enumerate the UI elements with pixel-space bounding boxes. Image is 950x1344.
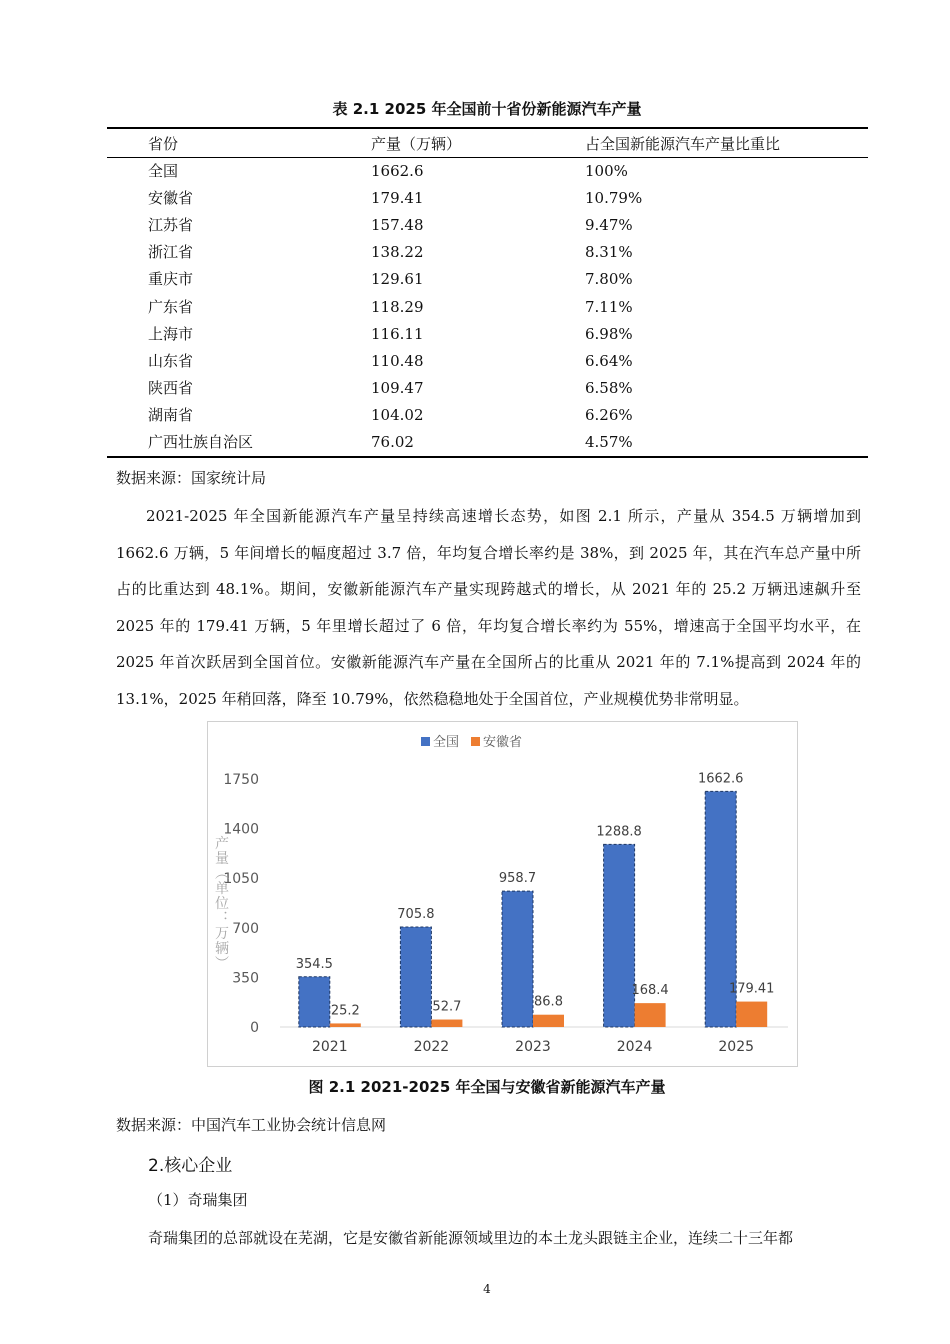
x-tick-label: 2024 (616, 1039, 653, 1055)
legend-swatch-0 (421, 737, 430, 746)
data-label: 86.8 (534, 994, 563, 1010)
legend-label-1: 安徽省 (483, 735, 523, 750)
bar-anhui (736, 1002, 767, 1027)
y-tick-label: 350 (232, 970, 259, 987)
y-tick-label: 0 (250, 1020, 259, 1036)
body-paragraph-2: 奇瑞集团的总部就设在芜湖，它是安徽省新能源领域里边的本土龙头跟链主企业，连续二十三年都 (148, 1229, 794, 1247)
y-tick-label: 1750 (223, 772, 259, 788)
bar-national (400, 927, 431, 1027)
data-label: 179.41 (728, 981, 775, 997)
table-cell-province: 湖南省 (148, 405, 194, 424)
bar-anhui (330, 1023, 361, 1027)
table-cell-output: 129.61 (371, 270, 424, 289)
header-share: 占全国新能源汽车产量比重比 (585, 135, 781, 153)
table-cell-province: 广西壮族自治区 (148, 433, 254, 451)
table-row (0, 429, 950, 456)
section-heading: 2.核心企业 (148, 1156, 233, 1176)
table-cell-output: 179.41 (371, 189, 424, 208)
table-row (0, 185, 950, 212)
table-cell-output: 109.47 (371, 378, 424, 397)
table-cell-province: 浙江省 (148, 243, 194, 262)
x-tick-label: 2023 (515, 1039, 551, 1055)
table-cell-share: 6.26% (585, 405, 633, 424)
data-label: 1288.8 (596, 824, 642, 840)
table-cell-share: 6.58% (585, 378, 633, 397)
table-cell-province: 安徽省 (148, 189, 194, 208)
table-cell-output: 118.29 (371, 297, 424, 316)
y-tick-label: 700 (232, 920, 259, 937)
data-label: 705.8 (397, 906, 435, 922)
data-label: 958.7 (498, 871, 537, 887)
page-number: 4 (483, 1282, 491, 1296)
table-cell-share: 7.80% (585, 270, 633, 289)
table-cell-share: 10.79% (585, 189, 643, 208)
table-row (0, 266, 950, 293)
legend-label-0: 全国 (433, 735, 460, 750)
bar-anhui (635, 1003, 666, 1027)
table-cell-output: 110.48 (371, 351, 424, 370)
table-cell-share: 4.57% (585, 433, 633, 451)
data-label: 52.7 (432, 999, 462, 1015)
data-label: 168.4 (631, 983, 669, 999)
table-cell-province: 重庆市 (148, 270, 194, 289)
table-cell-share: 8.31% (585, 243, 633, 262)
table-cell-share: 9.47% (585, 216, 633, 235)
table-bottom-rule (107, 456, 868, 458)
table-cell-output: 104.02 (371, 405, 424, 424)
bar-national (299, 977, 330, 1027)
table-header-row (0, 131, 950, 158)
table-row (0, 375, 950, 402)
table-cell-output: 116.11 (371, 324, 424, 343)
y-tick-label: 1050 (223, 871, 259, 888)
bar-anhui (431, 1020, 462, 1027)
x-tick-label: 2025 (718, 1039, 755, 1055)
chart-container (207, 721, 798, 1067)
header-output: 产量（万辆） (371, 135, 462, 153)
table-title: 表 2.1 2025 年全国前十省份新能源汽车产量 (332, 100, 642, 118)
bar-anhui (533, 1015, 564, 1027)
table-cell-province: 上海市 (148, 324, 194, 343)
table-top-rule (107, 127, 868, 129)
table-cell-province: 山东省 (148, 351, 194, 370)
table-cell-province: 广东省 (148, 297, 194, 316)
y-axis-label: 产量（单位：万辆） (213, 835, 229, 971)
figure-caption: 图 2.1 2021-2025 年全国与安徽省新能源汽车产量 (308, 1078, 666, 1096)
table-cell-share: 100% (585, 162, 628, 180)
table-cell-province: 全国 (148, 162, 179, 180)
legend-swatch-1 (471, 737, 480, 746)
table-cell-output: 157.48 (371, 216, 424, 235)
body-paragraph-1: 2021-2025 年全国新能源汽车产量呈持续高速增长态势，如图 2.1 所示，产量从 354.5 万辆增加到 1662.6 万辆，5 年间增长的幅度超过 3.7 倍，年均复合增长率约是 38%，到 2025 年，其在汽车总产量中所占的比重达到 48.1%。期间，安徽新能源汽车产量实现跨越式的增长，从 2021 年的 25.2 万辆迅速飙升至 2025 年的 179.41 万辆，5 年里增长超过了 6 倍，年均复合增长率约为 55%，增速高于全国平均水平，在 2025 年首次跃居到全国首位。安徽新能源汽车产量在全国所占的比重从 2021 年的 7.1%提高到 2024 年的 13.1%，2025 年稍回落，降至 10.79%，依然稳稳地处于全国首位，产业规模优势非常明显。 (116, 507, 861, 708)
table-row (0, 158, 950, 185)
table-row (0, 402, 950, 429)
data-label: 25.2 (330, 1003, 360, 1019)
x-tick-label: 2022 (413, 1039, 450, 1055)
subsection-heading: （1）奇瑞集团 (148, 1191, 248, 1209)
data-label: 1662.6 (697, 771, 744, 787)
y-tick-label: 1400 (223, 821, 259, 838)
header-province: 省份 (148, 135, 179, 153)
bar-national (604, 844, 635, 1027)
table-cell-share: 6.64% (585, 351, 633, 370)
table-cell-output: 76.02 (371, 433, 414, 451)
table-cell-province: 陕西省 (148, 378, 194, 397)
table-source: 数据来源：国家统计局 (116, 469, 267, 487)
table-cell-share: 7.11% (585, 297, 633, 316)
table-row (0, 348, 950, 375)
table-cell-output: 1662.6 (371, 162, 424, 180)
x-tick-label: 2021 (311, 1039, 348, 1055)
bar-national (502, 891, 533, 1027)
bar-chart (208, 722, 797, 1066)
table-row (0, 294, 950, 321)
table-cell-share: 6.98% (585, 324, 633, 343)
figure-source: 数据来源：中国汽车工业协会统计信息网 (116, 1116, 387, 1134)
table-cell-province: 江苏省 (148, 216, 194, 235)
table-row (0, 239, 950, 266)
data-label: 354.5 (295, 956, 333, 972)
table-row (0, 321, 950, 348)
table-cell-output: 138.22 (371, 243, 424, 262)
table-row (0, 212, 950, 239)
